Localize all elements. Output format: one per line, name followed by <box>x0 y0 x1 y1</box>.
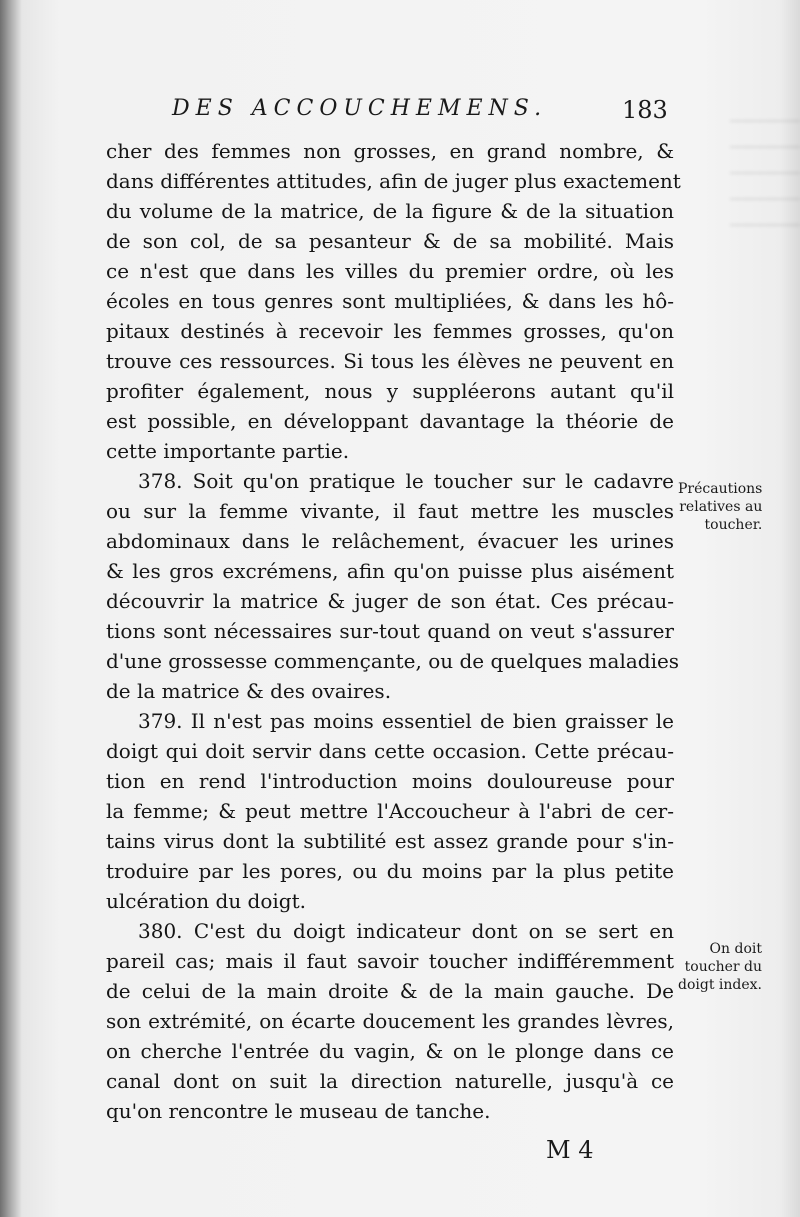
margin-note-precautions <box>678 480 762 534</box>
text-line: de son col, de sa pesanteur & de sa mobilité. Mais <box>106 229 674 253</box>
text-line: & les gros excrémens, afin qu'on puisse plus aisément <box>106 559 674 583</box>
text-line: pitaux destinés à recevoir les femmes grosses, qu'on <box>106 319 674 343</box>
text-line: cher des femmes non grosses, en grand nombre, & <box>106 139 674 163</box>
text-line: est possible, en développant davantage la théorie de <box>106 409 674 433</box>
text-line: découvrir la matrice & juger de son état. Ces précau- <box>106 589 674 613</box>
text-line: ulcération du doigt. <box>106 889 306 913</box>
margin-note-index-finger <box>678 940 762 994</box>
text-line: son extrémité, on écarte doucement les grandes lèvres, <box>106 1009 674 1033</box>
text-line: trouve ces ressources. Si tous les élèves ne peuvent en <box>106 349 674 373</box>
paragraph-378-start: 378. Soit qu'on pratique le toucher sur le cadavre <box>138 469 674 493</box>
text-line: doigt qui doit servir dans cette occasion. Cette précau- <box>106 739 674 763</box>
text-line: tions sont nécessaires sur-tout quand on veut s'assurer <box>106 619 674 643</box>
paragraph-380-start: 380. C'est du doigt indicateur dont on se sert en <box>138 919 674 943</box>
text-line: de celui de la main droite & de la main gauche. De <box>106 979 674 1003</box>
margin-note-line: On doit <box>709 941 762 957</box>
text-line: troduire par les pores, ou du moins par la plus petite <box>106 859 674 883</box>
text-line: écoles en tous genres sont multipliées, & dans les hô- <box>106 289 674 313</box>
text-line: ou sur la femme vivante, il faut mettre les muscles <box>106 499 674 523</box>
paragraph-379-start: 379. Il n'est pas moins essentiel de bien graisser le <box>138 709 674 733</box>
signature-mark: M 4 <box>546 1136 594 1164</box>
margin-note-line: toucher du <box>684 959 762 975</box>
text-line: dans différentes attitudes, afin de juger plus exactement <box>106 169 681 193</box>
margin-note-line: Précautions <box>678 481 763 497</box>
text-line: tains virus dont la subtilité est assez grande pour s'in- <box>106 829 674 853</box>
text-line: la femme; & peut mettre l'Accoucheur à l'abri de cer- <box>106 799 674 823</box>
page-number: 183 <box>622 96 668 124</box>
text-line: tion en rend l'introduction moins douloureuse pour <box>106 769 674 793</box>
bleed-through-shadow <box>730 120 800 250</box>
text-line: abdominaux dans le relâchement, évacuer les urines <box>106 529 674 553</box>
body-text <box>106 136 681 1126</box>
text-line: on cherche l'entrée du vagin, & on le plonge dans ce <box>106 1039 674 1063</box>
text-line: de la matrice & des ovaires. <box>106 679 392 703</box>
text-line: d'une grossesse commençante, ou de quelques maladies <box>106 649 680 673</box>
text-line: pareil cas; mais il faut savoir toucher indifféremment <box>106 949 674 973</box>
running-head: DES ACCOUCHEMENS. <box>172 96 548 121</box>
margin-note-line: doigt index. <box>678 977 762 993</box>
text-line: canal dont on suit la direction naturelle, jusqu'à ce <box>106 1069 674 1093</box>
margin-note-line: toucher. <box>704 517 763 533</box>
text-line: du volume de la matrice, de la figure & de la situation <box>106 199 674 223</box>
text-line: cette importante partie. <box>106 439 350 463</box>
margin-note-line: relatives au <box>679 499 763 515</box>
text-line: profiter également, nous y suppléerons autant qu'il <box>106 379 674 403</box>
text-line: ce n'est que dans les villes du premier ordre, où les <box>106 259 674 283</box>
text-line: qu'on rencontre le museau de tanche. <box>106 1099 491 1123</box>
